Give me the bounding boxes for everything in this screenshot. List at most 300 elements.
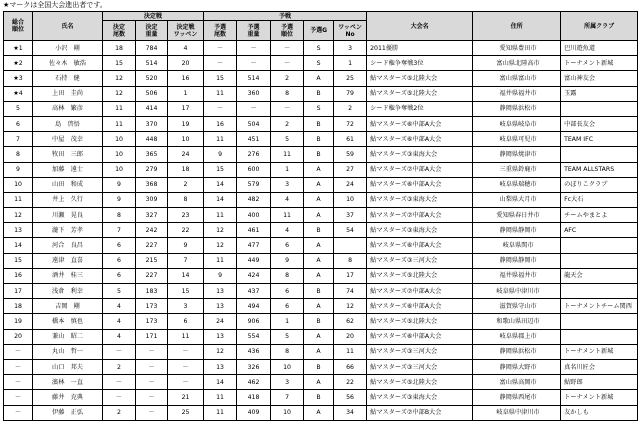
cell-prelim-group: B [304, 284, 334, 299]
cell-final-weight: 784 [136, 41, 168, 56]
cell-tournament: 鮎マスターズ⑥中部A大会 [367, 238, 473, 253]
cell-address: 静岡県西尾市 [473, 390, 561, 405]
cell-final-count: 12 [103, 71, 136, 86]
cell-prelim-weight: 424 [237, 268, 271, 283]
cell-final-wappen: 6 [168, 314, 204, 329]
cell-final-count: 6 [103, 268, 136, 283]
cell-final-count: － [103, 375, 136, 390]
col-prelim-group: 予選G [304, 21, 334, 41]
cell-address: 愛知県豊田市 [473, 41, 561, 56]
cell-club: 富山神友会 [561, 71, 638, 86]
cell-tournament: 鮎マスターズ⑦中部A大会 [367, 208, 473, 223]
col-final-count: 決定 尾数 [103, 21, 136, 41]
cell-name: 兼山 昭二 [33, 329, 103, 344]
cell-prelim-count: 15 [204, 71, 237, 86]
cell-wappen-no: 1 [334, 56, 367, 71]
cell-prelim-count: 14 [204, 177, 237, 192]
cell-final-weight: 171 [136, 329, 168, 344]
cell-address: 岐阜県中津川市 [473, 284, 561, 299]
qualifier-note: ★マークは全国大会進出者です。 [3, 1, 107, 9]
table-row [4, 375, 638, 390]
cell-prelim-weight: 326 [237, 359, 271, 374]
cell-address: 山梨県大月市 [473, 192, 561, 207]
cell-name: 石持 健 [33, 71, 103, 86]
cell-final-wappen: － [168, 375, 204, 390]
col-final-weight: 決定 重量 [136, 21, 168, 41]
cell-club: Fc大石 [561, 192, 638, 207]
cell-prelim-group: B [304, 86, 334, 101]
cell-address: 富山県富山市 [473, 71, 561, 86]
cell-final-wappen: － [168, 344, 204, 359]
cell-prelim-count: 14 [204, 375, 237, 390]
col-wappen-no: ワッペン No [334, 21, 367, 41]
cell-club [561, 238, 638, 253]
cell-prelim-rank: 4 [271, 223, 304, 238]
cell-final-weight: 414 [136, 101, 168, 116]
cell-prelim-count: － [204, 41, 237, 56]
cell-tournament: 鮎マスターズ⑥中部A大会 [367, 329, 473, 344]
cell-club: 玉露 [561, 86, 638, 101]
cell-final-wappen: 4 [168, 41, 204, 56]
col-prelim-weight: 予選 重量 [237, 21, 271, 41]
table-row [4, 147, 638, 162]
cell-tournament: 鮎マスターズ⑦中部A大会 [367, 162, 473, 177]
table-row [4, 177, 638, 192]
cell-final-count: 11 [103, 116, 136, 131]
cell-wappen-no: 56 [334, 390, 367, 405]
cell-prelim-group: S [304, 101, 334, 116]
cell-club: 巴川遊魚道 [561, 41, 638, 56]
cell-final-count: 12 [103, 86, 136, 101]
table-row [4, 208, 638, 223]
cell-prelim-rank: 4 [271, 192, 304, 207]
cell-address: 富山県高岡市 [473, 375, 561, 390]
cell-prelim-rank: 3 [271, 375, 304, 390]
cell-prelim-rank: 6 [271, 238, 304, 253]
cell-wappen-no: 22 [334, 375, 367, 390]
cell-prelim-count: 11 [204, 132, 237, 147]
cell-prelim-group: B [304, 132, 334, 147]
cell-prelim-rank: 3 [271, 177, 304, 192]
table-row [4, 162, 638, 177]
cell-final-count: 10 [103, 162, 136, 177]
cell-tournament: 鮎マスターズ⑤北陸大会 [367, 86, 473, 101]
cell-prelim-rank: 9 [271, 253, 304, 268]
cell-prelim-weight: 462 [237, 375, 271, 390]
cell-prelim-count: 13 [204, 359, 237, 374]
cell-name: 中屋 茂幸 [33, 132, 103, 147]
cell-final-wappen: 3 [168, 299, 204, 314]
cell-tournament: 鮎マスターズ③東海大会 [367, 390, 473, 405]
cell-final-weight: 309 [136, 192, 168, 207]
cell-name: 伊藤 正弘 [33, 405, 103, 420]
cell-tournament: シード権争奪戦2位 [367, 101, 473, 116]
cell-final-wappen: 8 [168, 192, 204, 207]
cell-tournament: シード権争奪戦3位 [367, 56, 473, 71]
cell-rank: 18 [4, 299, 33, 314]
cell-prelim-count: 11 [204, 405, 237, 420]
cell-final-weight: － [136, 405, 168, 420]
cell-final-count: － [103, 344, 136, 359]
cell-final-wappen: 25 [168, 405, 204, 420]
cell-rank: 19 [4, 314, 33, 329]
cell-final-wappen: 1 [168, 86, 204, 101]
table-row [4, 344, 638, 359]
cell-final-weight: 279 [136, 162, 168, 177]
cell-rank: 16 [4, 268, 33, 283]
cell-final-count: 6 [103, 253, 136, 268]
table-row [4, 223, 638, 238]
cell-wappen-no: 20 [334, 329, 367, 344]
cell-name: 吉岡 剛 [33, 299, 103, 314]
cell-final-wappen: 7 [168, 253, 204, 268]
table-row [4, 284, 638, 299]
cell-prelim-group: A [304, 162, 334, 177]
cell-final-weight: － [136, 359, 168, 374]
cell-wappen-no: 3 [334, 41, 367, 56]
cell-prelim-group: B [304, 116, 334, 131]
cell-rank: 10 [4, 177, 33, 192]
cell-rank: 15 [4, 253, 33, 268]
cell-wappen-no: 62 [334, 314, 367, 329]
cell-address: 滋賀県守山市 [473, 299, 561, 314]
cell-club: のぼりこクラブ [561, 177, 638, 192]
cell-address: 静岡県浜松市 [473, 344, 561, 359]
cell-prelim-weight: 579 [237, 177, 271, 192]
cell-prelim-count: 12 [204, 223, 237, 238]
cell-prelim-group: B [304, 359, 334, 374]
cell-final-weight: － [136, 344, 168, 359]
cell-final-weight: 183 [136, 284, 168, 299]
cell-prelim-count: 14 [204, 192, 237, 207]
cell-club: AFC [561, 223, 638, 238]
table-row [4, 56, 638, 71]
cell-final-wappen: 9 [168, 238, 204, 253]
table-body [4, 41, 638, 421]
cell-rank: 8 [4, 147, 33, 162]
cell-prelim-group: A [304, 253, 334, 268]
cell-final-count: 4 [103, 314, 136, 329]
cell-club [561, 284, 638, 299]
cell-prelim-weight: 449 [237, 253, 271, 268]
cell-prelim-rank: 6 [271, 299, 304, 314]
cell-wappen-no: 37 [334, 208, 367, 223]
cell-prelim-group: A [304, 375, 334, 390]
cell-final-wappen: 21 [168, 390, 204, 405]
cell-prelim-count: 13 [204, 329, 237, 344]
cell-address: 福井県福井市 [473, 86, 561, 101]
cell-prelim-count: 12 [204, 344, 237, 359]
cell-name: 遠津 直喜 [33, 253, 103, 268]
cell-name: 加藤 遠士 [33, 162, 103, 177]
cell-tournament: 鮎マスターズ⑥中部A大会 [367, 299, 473, 314]
cell-wappen-no: 79 [334, 86, 367, 101]
cell-tournament: 鮎マスターズ⑥中部A大会 [367, 132, 473, 147]
cell-prelim-count: 13 [204, 299, 237, 314]
cell-prelim-weight: － [237, 56, 271, 71]
cell-club: トーナメント新城 [561, 344, 638, 359]
cell-name: 濱林 一直 [33, 375, 103, 390]
cell-tournament: 鮎マスターズ⑤北陸大会 [367, 375, 473, 390]
cell-rank: 5 [4, 101, 33, 116]
cell-tournament: 鮎マスターズ⑥中部A大会 [367, 177, 473, 192]
cell-final-wappen: 14 [168, 268, 204, 283]
cell-final-count: 9 [103, 192, 136, 207]
cell-address: 静岡県焼津市 [473, 147, 561, 162]
cell-prelim-weight: 409 [237, 405, 271, 420]
cell-final-weight: 370 [136, 116, 168, 131]
cell-rank: 11 [4, 192, 33, 207]
cell-prelim-weight: 906 [237, 314, 271, 329]
cell-prelim-weight: － [237, 41, 271, 56]
cell-name: 藤井 克典 [33, 390, 103, 405]
cell-rank: 14 [4, 238, 33, 253]
cell-wappen-no: 24 [334, 177, 367, 192]
cell-final-weight: 215 [136, 253, 168, 268]
table-row [4, 329, 638, 344]
cell-final-weight: 242 [136, 223, 168, 238]
table-row [4, 405, 638, 420]
cell-final-weight: 227 [136, 268, 168, 283]
cell-name: 島 啓悟 [33, 116, 103, 131]
cell-final-count: 4 [103, 299, 136, 314]
cell-prelim-rank: 5 [271, 132, 304, 147]
cell-prelim-rank: 1 [271, 314, 304, 329]
cell-prelim-rank: 10 [271, 405, 304, 420]
cell-name: 佐々木 敏浩 [33, 56, 103, 71]
cell-club [561, 329, 638, 344]
cell-final-count: － [103, 390, 136, 405]
cell-tournament: 鮎マスターズ⑥中部A大会 [367, 116, 473, 131]
cell-name: 瀧下 芳孝 [33, 223, 103, 238]
table-row [4, 299, 638, 314]
cell-final-weight: 173 [136, 314, 168, 329]
cell-wappen-no: 27 [334, 162, 367, 177]
cell-prelim-group: A [304, 71, 334, 86]
cell-address: 岐阜県関市 [473, 238, 561, 253]
cell-prelim-weight: 600 [237, 162, 271, 177]
cell-prelim-group: A [304, 299, 334, 314]
cell-rank: ★3 [4, 71, 33, 86]
cell-club [561, 101, 638, 116]
cell-tournament: 鮎マスターズ③三河大会 [367, 253, 473, 268]
cell-prelim-weight: 482 [237, 192, 271, 207]
cell-prelim-rank: － [271, 56, 304, 71]
cell-wappen-no: 11 [334, 344, 367, 359]
cell-final-count: 8 [103, 208, 136, 223]
cell-prelim-rank: 1 [271, 162, 304, 177]
cell-name: 高林 繁彦 [33, 101, 103, 116]
table-row [4, 238, 638, 253]
cell-prelim-weight: 360 [237, 86, 271, 101]
table-row [4, 192, 638, 207]
cell-wappen-no: 66 [334, 359, 367, 374]
col-tournament: 大会名 [367, 12, 473, 41]
cell-prelim-group: A [304, 268, 334, 283]
cell-final-count: 18 [103, 41, 136, 56]
table-row [4, 132, 638, 147]
cell-prelim-count: 9 [204, 147, 237, 162]
cell-prelim-group: S [304, 56, 334, 71]
cell-prelim-rank: 5 [271, 329, 304, 344]
cell-prelim-rank: 2 [271, 116, 304, 131]
cell-tournament: 鮎マスターズ③三河大会 [367, 344, 473, 359]
cell-prelim-group: A [304, 192, 334, 207]
cell-final-weight: － [136, 390, 168, 405]
cell-wappen-no [334, 238, 367, 253]
table-row [4, 314, 638, 329]
cell-prelim-rank: 11 [271, 208, 304, 223]
cell-final-count: 5 [103, 284, 136, 299]
cell-final-weight: 365 [136, 147, 168, 162]
cell-rank: 7 [4, 132, 33, 147]
cell-final-wappen: 11 [168, 329, 204, 344]
cell-prelim-weight: 418 [237, 390, 271, 405]
cell-prelim-weight: 436 [237, 344, 271, 359]
cell-address: 和歌山県田辺市 [473, 314, 561, 329]
cell-address: 岐阜県郡上市 [473, 329, 561, 344]
cell-prelim-rank: － [271, 41, 304, 56]
cell-prelim-group: A [304, 405, 334, 420]
cell-final-wappen: 22 [168, 223, 204, 238]
table-header [4, 12, 638, 41]
cell-rank: 9 [4, 162, 33, 177]
table-row [4, 268, 638, 283]
cell-final-count: 9 [103, 177, 136, 192]
cell-prelim-weight: 276 [237, 147, 271, 162]
cell-prelim-count: 11 [204, 208, 237, 223]
cell-wappen-no: 10 [334, 192, 367, 207]
cell-address: 静岡県静岡市 [473, 253, 561, 268]
cell-prelim-group: B [304, 390, 334, 405]
cell-tournament: 鮎マスターズ③東海大会 [367, 147, 473, 162]
cell-club: 龍天会 [561, 268, 638, 283]
cell-final-wappen: 16 [168, 71, 204, 86]
cell-final-count: 6 [103, 238, 136, 253]
cell-club: 友かしも [561, 405, 638, 420]
cell-club [561, 253, 638, 268]
cell-tournament: 鮎マスターズ③東海大会 [367, 223, 473, 238]
cell-prelim-count: 12 [204, 238, 237, 253]
cell-prelim-group: B [304, 314, 334, 329]
col-club: 所属クラブ [561, 12, 638, 41]
cell-name: 橋本 慎也 [33, 314, 103, 329]
cell-wappen-no: 54 [334, 223, 367, 238]
cell-name: 上田 圭尚 [33, 86, 103, 101]
cell-rank: － [4, 390, 33, 405]
cell-club: 真名川匠会 [561, 359, 638, 374]
cell-tournament: 鮎マスターズ⑤北陸大会 [367, 71, 473, 86]
cell-prelim-count: 24 [204, 314, 237, 329]
cell-rank: － [4, 405, 33, 420]
cell-prelim-group: S [304, 41, 334, 56]
col-final-wappen: 決定戦 ワッペン [168, 21, 204, 41]
cell-final-wappen: 24 [168, 147, 204, 162]
cell-tournament: 鮎マスターズ⑤北陸大会 [367, 314, 473, 329]
cell-wappen-no: 74 [334, 284, 367, 299]
cell-name: 浅倉 利幸 [33, 284, 103, 299]
cell-rank: 13 [4, 223, 33, 238]
table-row [4, 41, 638, 56]
cell-final-wappen: 23 [168, 208, 204, 223]
cell-club: TEAM ALLSTARS [561, 162, 638, 177]
cell-wappen-no: 25 [334, 71, 367, 86]
cell-final-count: 10 [103, 132, 136, 147]
table-row [4, 101, 638, 116]
cell-final-count: 15 [103, 56, 136, 71]
cell-name: 井上 久行 [33, 192, 103, 207]
cell-prelim-group: A [304, 329, 334, 344]
cell-prelim-count: 11 [204, 390, 237, 405]
col-address: 住所 [473, 12, 561, 41]
cell-prelim-rank: － [271, 101, 304, 116]
cell-prelim-group: B [304, 223, 334, 238]
table-row [4, 86, 638, 101]
cell-club: TEAM IFC [561, 132, 638, 147]
cell-prelim-rank: 11 [271, 147, 304, 162]
table-row [4, 253, 638, 268]
cell-final-weight: 173 [136, 299, 168, 314]
cell-club: トーナメントチーム関西 [561, 299, 638, 314]
cell-final-wappen: 19 [168, 116, 204, 131]
cell-tournament: 2011優勝 [367, 41, 473, 56]
cell-final-wappen: 17 [168, 101, 204, 116]
cell-final-wappen: 10 [168, 132, 204, 147]
cell-prelim-count: 16 [204, 116, 237, 131]
cell-final-count: 4 [103, 329, 136, 344]
cell-address: 岐阜県可児市 [473, 132, 561, 147]
cell-final-wappen: 18 [168, 162, 204, 177]
cell-final-wappen: 20 [168, 56, 204, 71]
cell-tournament: 鮎マスターズ⑤北陸大会 [367, 268, 473, 283]
cell-final-weight: 327 [136, 208, 168, 223]
cell-prelim-weight: 400 [237, 208, 271, 223]
cell-prelim-group: A [304, 238, 334, 253]
cell-prelim-weight: 437 [237, 284, 271, 299]
col-rank: 総合 順位 [4, 12, 33, 41]
cell-prelim-count: 11 [204, 253, 237, 268]
cell-wappen-no: 12 [334, 299, 367, 314]
cell-final-weight: － [136, 375, 168, 390]
cell-rank: － [4, 375, 33, 390]
cell-prelim-rank: 8 [271, 268, 304, 283]
cell-final-wappen: 15 [168, 284, 204, 299]
cell-final-count: 2 [103, 359, 136, 374]
group-final: 決定戦 [103, 12, 204, 21]
cell-final-count: 11 [103, 101, 136, 116]
cell-prelim-rank: 7 [271, 390, 304, 405]
cell-name: 川瀬 晃良 [33, 208, 103, 223]
cell-prelim-weight: － [237, 101, 271, 116]
cell-rank: 12 [4, 208, 33, 223]
cell-final-count: 10 [103, 147, 136, 162]
cell-rank: ★4 [4, 86, 33, 101]
cell-name: 酒井 桂三 [33, 268, 103, 283]
cell-wappen-no: 72 [334, 116, 367, 131]
cell-prelim-rank: 8 [271, 86, 304, 101]
cell-rank: 6 [4, 116, 33, 131]
cell-prelim-group: A [304, 208, 334, 223]
cell-address: 福井県福井市 [473, 268, 561, 283]
cell-tournament: 鮎マスターズ③三河大会 [367, 359, 473, 374]
cell-address: 静岡県静岡市 [473, 223, 561, 238]
cell-prelim-rank: 2 [271, 71, 304, 86]
cell-rank: － [4, 359, 33, 374]
cell-prelim-weight: 514 [237, 71, 271, 86]
cell-prelim-group: A [304, 344, 334, 359]
cell-prelim-rank: 10 [271, 359, 304, 374]
cell-wappen-no: 59 [334, 147, 367, 162]
